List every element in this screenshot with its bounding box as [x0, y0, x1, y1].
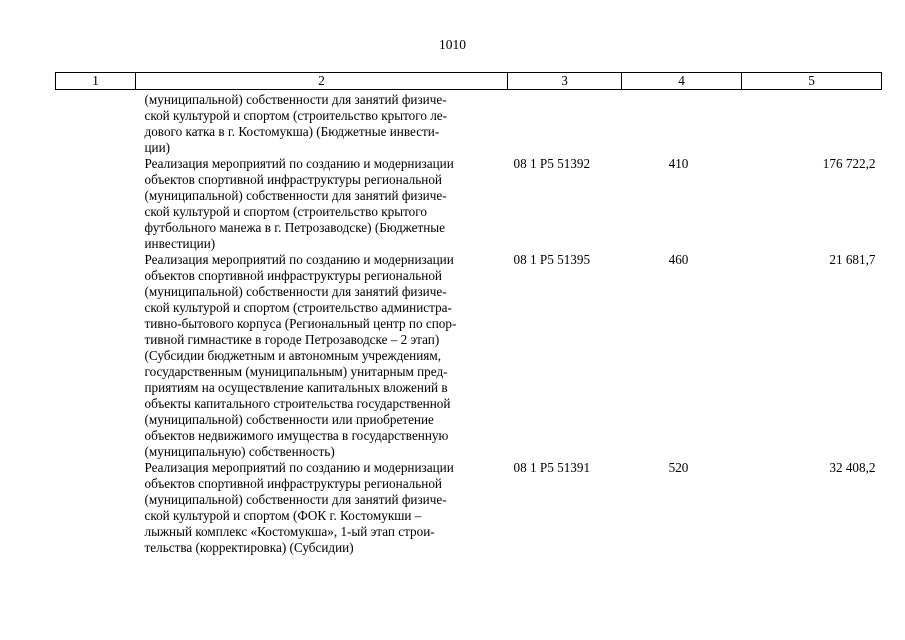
expenditure-name-line: (муниципальной) собственности для занятий физиче-: [144, 284, 447, 299]
target-article-code-cell: [508, 90, 622, 157]
expenditure-name-line: объекты капитального строительства государственной: [144, 396, 451, 411]
expenditure-name-line: Реализация мероприятий по созданию и модернизации: [144, 252, 454, 267]
expenditure-name-line: ской культурой и спортом (ФОК г. Костомукши –: [144, 508, 422, 523]
expense-type-code-cell: [622, 90, 742, 157]
expenditure-name-line: тивной гимнастике в городе Петрозаводске – 2 этап): [144, 332, 440, 347]
column-header-4: 4: [622, 73, 742, 90]
expense-type-code-cell: 460: [668, 252, 689, 267]
row-index-cell: [56, 252, 136, 460]
column-header-3: 3: [508, 73, 622, 90]
expenditure-name-line: объектов недвижимого имущества в государственную: [144, 428, 449, 443]
expenditure-name-line: объектов спортивной инфраструктуры региональной: [144, 476, 442, 491]
column-number-header: [56, 73, 882, 90]
expenditure-name-cell: [136, 460, 508, 556]
expenditure-name-line: приятиям на осуществление капитальных вложений в: [144, 380, 448, 395]
table-row: [56, 156, 882, 252]
expenditure-name-line: (муниципальной) собственности для занятий физиче-: [144, 92, 447, 107]
table-body: [56, 90, 882, 557]
expenditure-name-line: (муниципальной) собственности или приобретение: [144, 412, 434, 427]
row-index-cell: [56, 90, 136, 157]
expenditure-name-line: государственным (муниципальным) унитарным пред-: [144, 364, 448, 379]
expenditure-name-line: лыжный комплекс «Костомукша», 1-ый этап строи-: [144, 524, 435, 539]
table-row: [56, 252, 882, 460]
expenditure-name-line: объектов спортивной инфраструктуры региональной: [144, 268, 442, 283]
expenditure-name-cell: [136, 156, 508, 252]
page-number: 1010: [439, 37, 466, 52]
amount-cell: 21 681,7: [829, 252, 876, 267]
expenditure-name-line: ской культурой и спортом (строительство крытого: [144, 204, 427, 219]
expenditure-name-line: (муниципальную) собственность): [144, 444, 335, 459]
expenditure-name-line: (Субсидии бюджетным и автономным учреждениям,: [144, 348, 441, 363]
expenditure-name-line: ции): [144, 140, 171, 155]
target-article-code-cell: 08 1 P5 51395: [513, 252, 591, 267]
expenditure-name-cell: [136, 252, 508, 460]
expenditure-name-line: дового катка в г. Костомукша) (Бюджетные инвести-: [144, 124, 440, 139]
budget-table: [55, 72, 882, 556]
column-header-1: 1: [56, 73, 136, 90]
row-index-cell: [56, 156, 136, 252]
expenditure-name-line: тельства (корректировка) (Субсидии): [144, 540, 354, 555]
table-row: [56, 460, 882, 556]
row-index-cell: [56, 460, 136, 556]
expenditure-name-line: инвестиции): [144, 236, 216, 251]
expense-type-code-cell: 410: [668, 156, 689, 171]
expenditure-name-line: тивно-бытового корпуса (Региональный центр по спор-: [144, 316, 457, 331]
expenditure-name-line: Реализация мероприятий по созданию и модернизации: [144, 460, 454, 475]
expenditure-name-line: Реализация мероприятий по созданию и модернизации: [144, 156, 454, 171]
expenditure-name-line: футбольного манежа в г. Петрозаводске) (Бюджетные: [144, 220, 446, 235]
expense-type-code-cell: 520: [668, 460, 689, 475]
expenditure-name-line: (муниципальной) собственности для занятий физиче-: [144, 492, 447, 507]
target-article-code-cell: 08 1 P5 51392: [513, 156, 591, 171]
amount-cell: 176 722,2: [822, 156, 876, 171]
amount-cell: 32 408,2: [829, 460, 876, 475]
column-header-2: 2: [136, 73, 508, 90]
column-header-5: 5: [742, 73, 882, 90]
amount-cell: [742, 90, 882, 157]
expenditure-name-line: ской культурой и спортом (строительство администра-: [144, 300, 452, 315]
target-article-code-cell: 08 1 P5 51391: [513, 460, 591, 475]
table-row: [56, 90, 882, 157]
expenditure-name-line: объектов спортивной инфраструктуры региональной: [144, 172, 442, 187]
expenditure-name-cell: [136, 90, 508, 157]
expenditure-name-line: (муниципальной) собственности для занятий физиче-: [144, 188, 447, 203]
expenditure-name-line: ской культурой и спортом (строительство крытого ле-: [144, 108, 448, 123]
